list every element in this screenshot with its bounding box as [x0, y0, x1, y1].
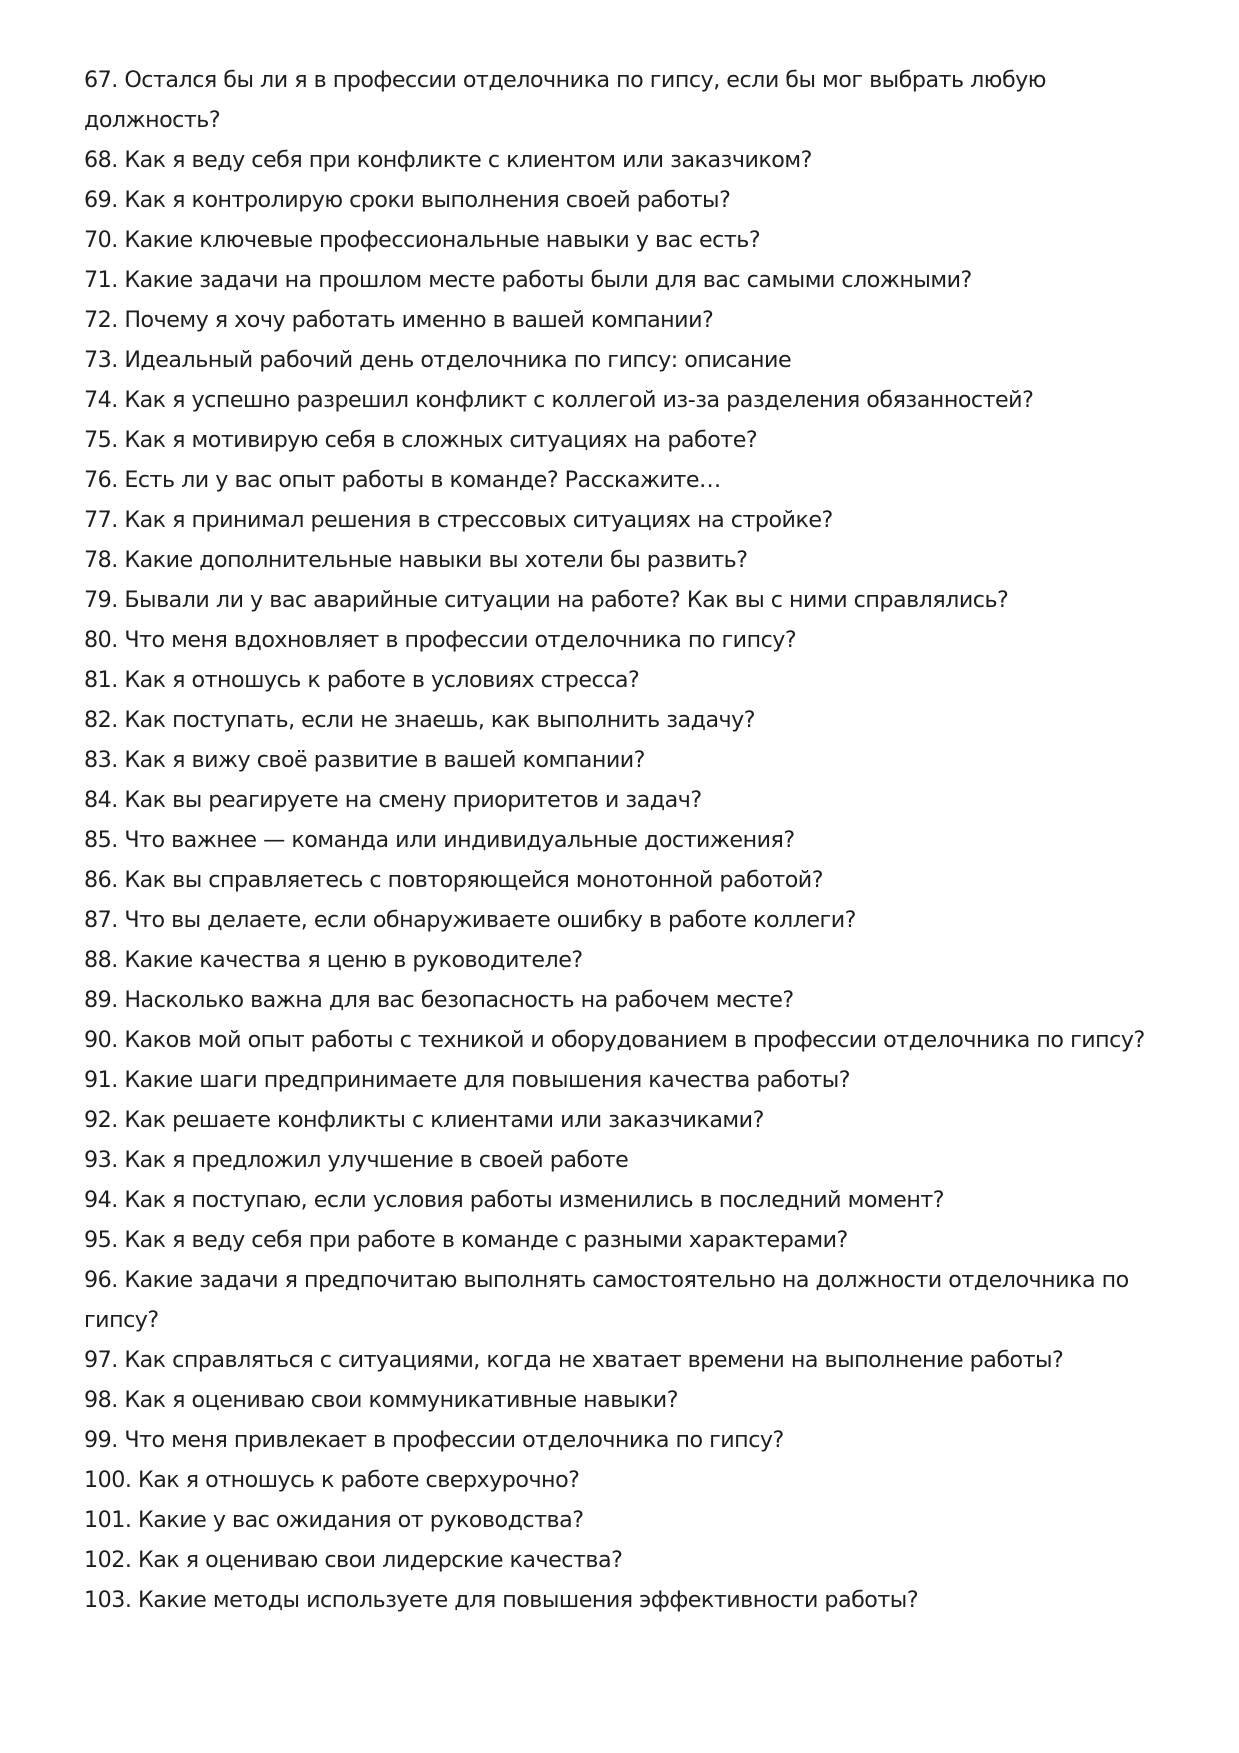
question-item: 83. Как я вижу своё развитие в вашей компании? [84, 747, 645, 773]
question-item: 100. Как я отношусь к работе сверхурочно? [84, 1467, 580, 1493]
question-item: 92. Как решаете конфликты с клиентами или заказчиками? [84, 1107, 764, 1133]
question-item: 101. Какие у вас ожидания от руководства? [84, 1507, 584, 1533]
question-item: 80. Что меня вдохновляет в профессии отделочника по гипсу? [84, 627, 797, 653]
question-item: 75. Как я мотивирую себя в сложных ситуациях на работе? [84, 427, 758, 453]
question-item: 73. Идеальный рабочий день отделочника по гипсу: описание [84, 347, 792, 373]
question-item: 70. Какие ключевые профессиональные навыки у вас есть? [84, 227, 761, 253]
question-item: 77. Как я принимал решения в стрессовых ситуациях на стройке? [84, 507, 833, 533]
question-item: 87. Что вы делаете, если обнаруживаете ошибку в работе коллеги? [84, 907, 856, 933]
question-item: 78. Какие дополнительные навыки вы хотели бы развить? [84, 547, 748, 573]
question-item: 71. Какие задачи на прошлом месте работы были для вас самыми сложными? [84, 267, 972, 293]
question-item: 90. Каков мой опыт работы с техникой и оборудованием в профессии отделочника по гипсу? [84, 1027, 1145, 1053]
question-item: 97. Как справляться с ситуациями, когда не хватает времени на выполнение работы? [84, 1347, 1064, 1373]
question-item: 91. Какие шаги предпринимаете для повышения качества работы? [84, 1067, 851, 1093]
question-item: 94. Как я поступаю, если условия работы изменились в последний момент? [84, 1187, 945, 1213]
question-item: 68. Как я веду себя при конфликте с клиентом или заказчиком? [84, 147, 812, 173]
question-item: 98. Как я оцениваю свои коммуникативные навыки? [84, 1387, 678, 1413]
question-item: 81. Как я отношусь к работе в условиях стресса? [84, 667, 640, 693]
question-item: 79. Бывали ли у вас аварийные ситуации на работе? Как вы с ними справлялись? [84, 587, 1009, 613]
question-item: 82. Как поступать, если не знаешь, как выполнить задачу? [84, 707, 756, 733]
question-item: 93. Как я предложил улучшение в своей работе [84, 1147, 629, 1173]
question-item: 85. Что важнее — команда или индивидуальные достижения? [84, 827, 795, 853]
question-item: 96. Какие задачи я предпочитаю выполнять самостоятельно на должности отделочника по гипсу? [84, 1267, 1129, 1333]
question-item: 72. Почему я хочу работать именно в вашей компании? [84, 307, 714, 333]
question-item: 89. Насколько важна для вас безопасность на рабочем месте? [84, 987, 794, 1013]
question-item: 102. Как я оцениваю свои лидерские качества? [84, 1547, 623, 1573]
question-item: 84. Как вы реагируете на смену приоритетов и задач? [84, 787, 702, 813]
question-item: 74. Как я успешно разрешил конфликт с коллегой из-за разделения обязанностей? [84, 387, 1034, 413]
question-item: 95. Как я веду себя при работе в команде с разными характерами? [84, 1227, 848, 1253]
question-item: 99. Что меня привлекает в профессии отделочника по гипсу? [84, 1427, 784, 1453]
question-item: 88. Какие качества я ценю в руководителе? [84, 947, 583, 973]
question-item: 67. Остался бы ли я в профессии отделочника по гипсу, если бы мог выбрать любую должность? [84, 67, 1046, 133]
question-item: 103. Какие методы используете для повышения эффективности работы? [84, 1587, 919, 1613]
question-item: 69. Как я контролирую сроки выполнения своей работы? [84, 187, 731, 213]
question-item: 86. Как вы справляетесь с повторяющейся монотонной работой? [84, 867, 824, 893]
question-item: 76. Есть ли у вас опыт работы в команде? Расскажите… [84, 467, 721, 493]
question-list [84, 60, 1164, 1620]
